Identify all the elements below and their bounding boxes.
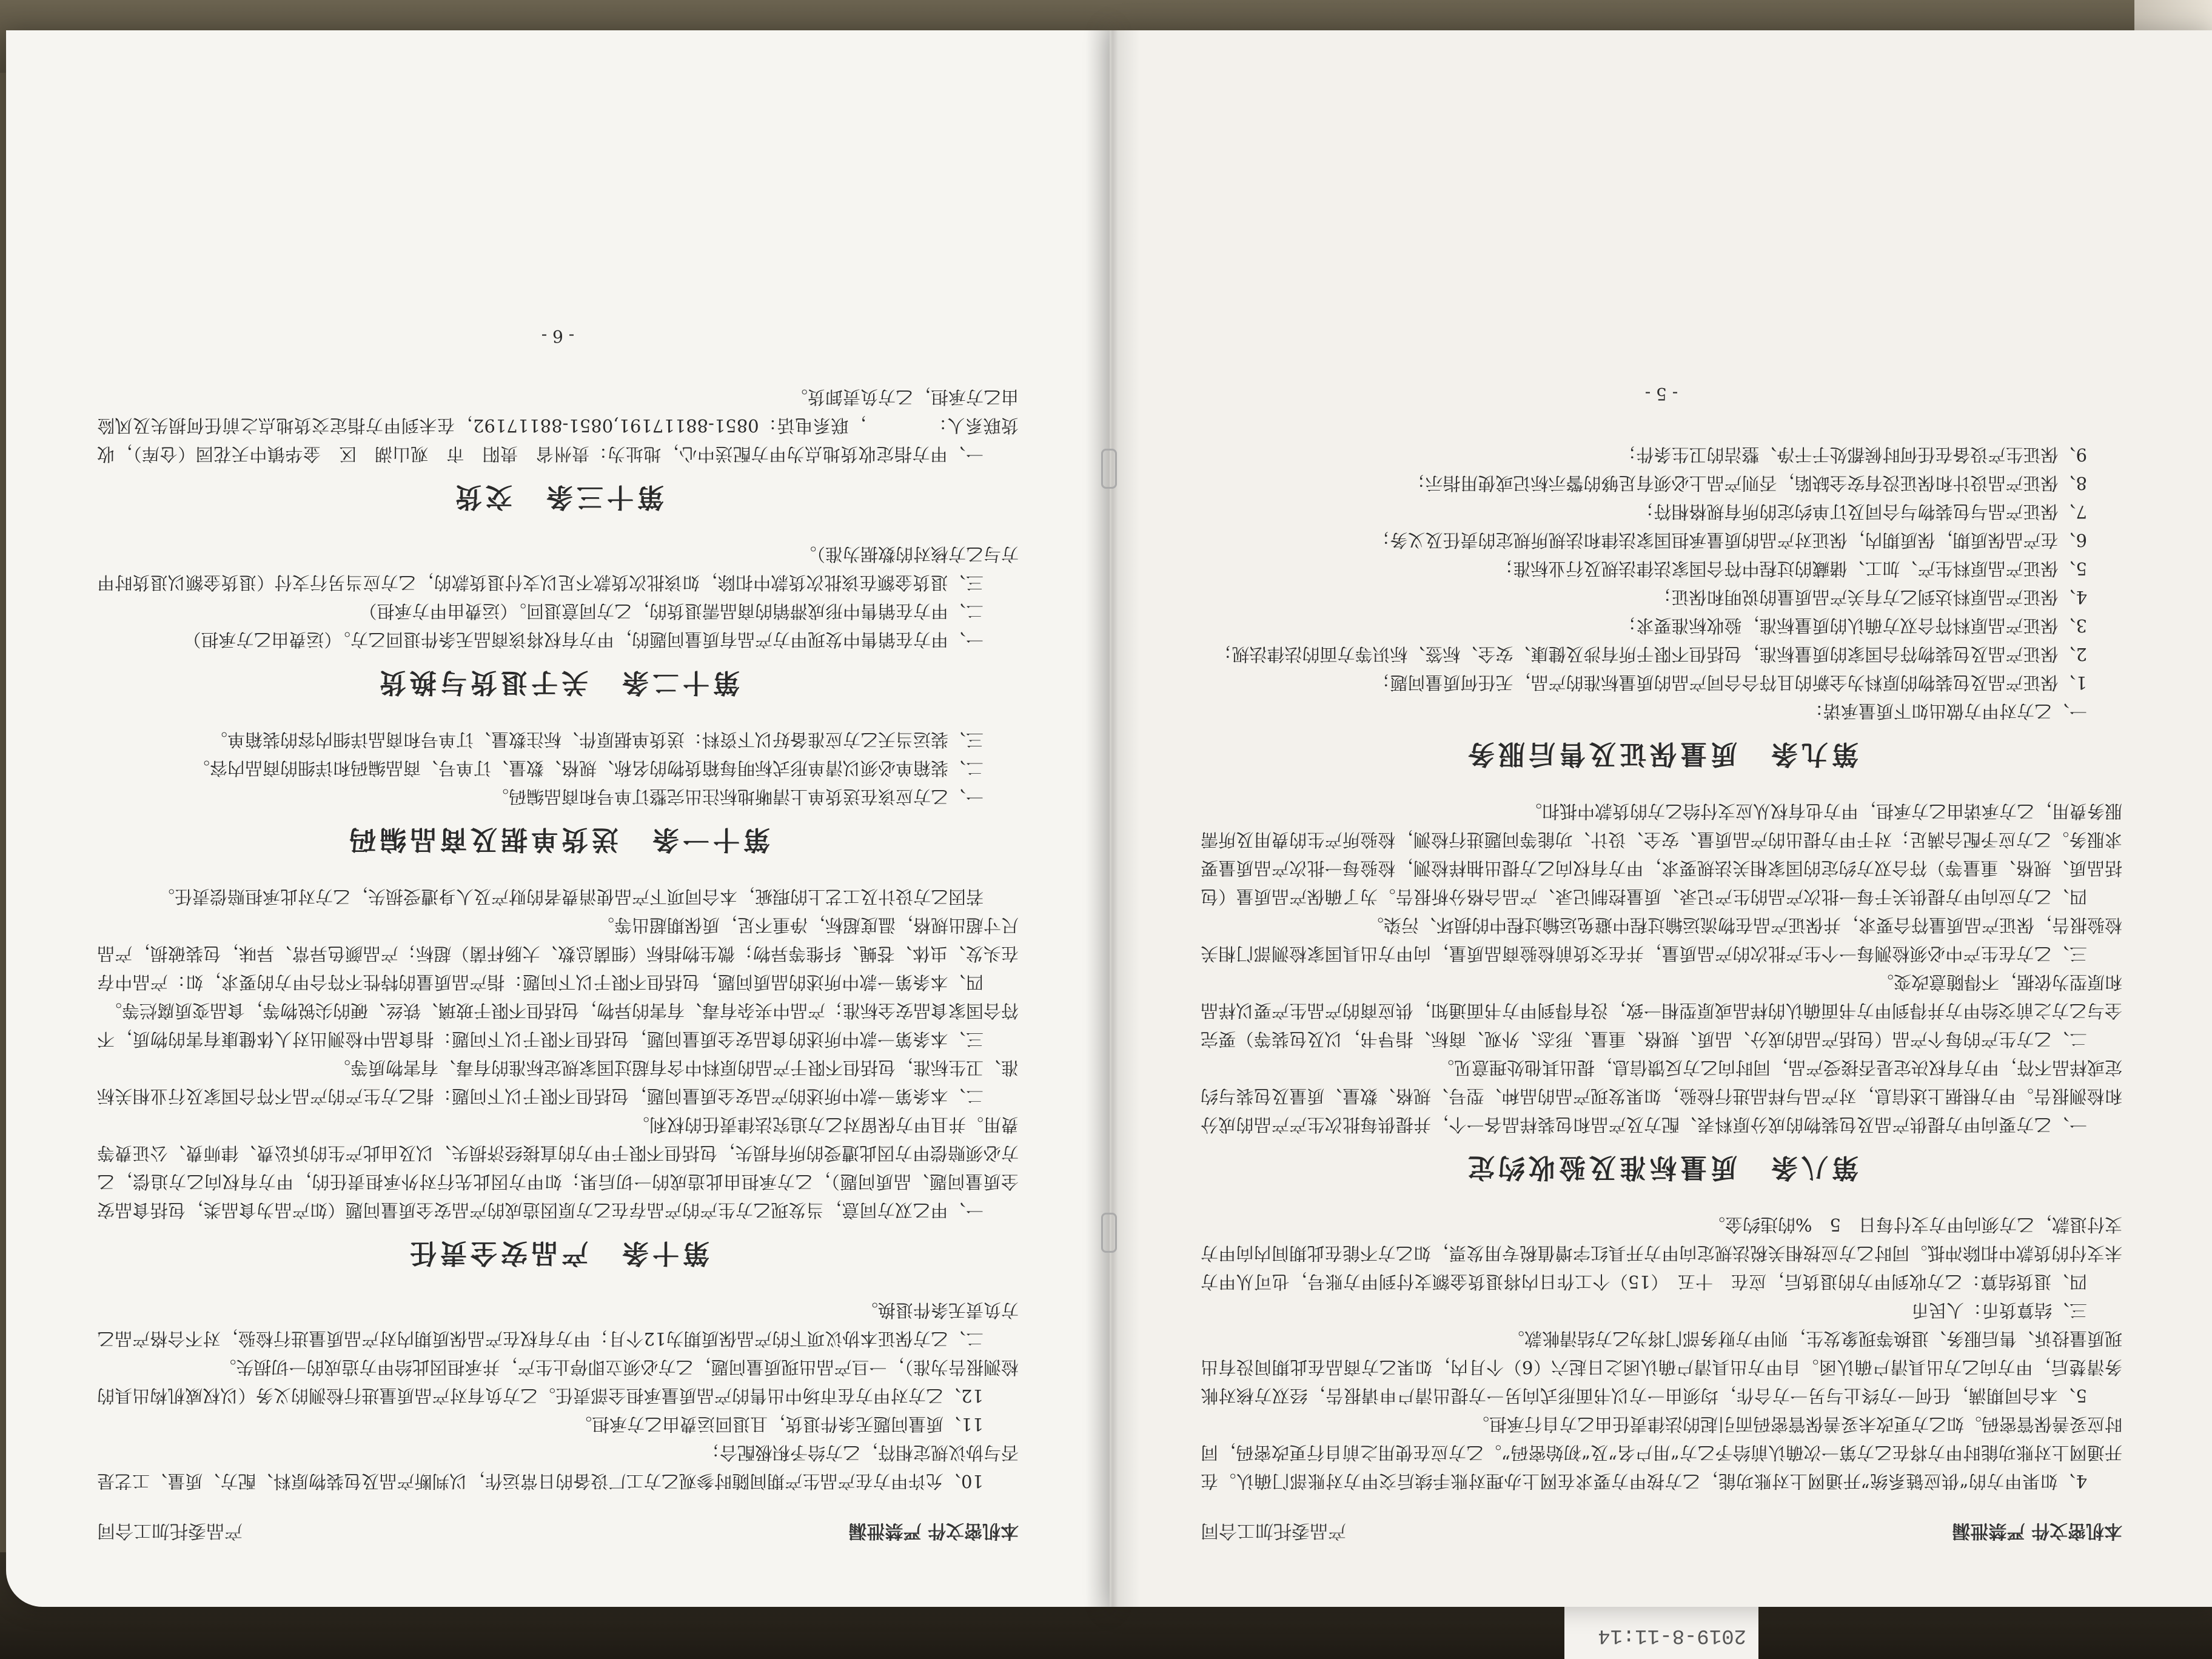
confidential-label: 本机密文件 严禁泄漏 [848,1520,1019,1541]
receipt-text: 2019-8-11:14 [1598,1624,1746,1647]
paragraph: 一、乙方对甲方做出如下质量承诺： [1805,701,2087,722]
right-page [1110,30,2212,1607]
paragraph: 二、乙方生产的每个产品（包括产品的成分、品质、规格、重量、形态、外观、商标、指导书，以及包装等）要完全与乙方之前交给甲方并得到甲方书面确认的样品或原型相一致，没有得到甲方书面通知，供应商的产品生产要以样品和原型为依据，不得随意改变。 [1201,972,2122,1050]
clause-title: 第十三条 交货 [452,481,664,512]
clause-title: 第八条 质量标准及验收约定 [1464,1152,1858,1183]
paragraph: 4、保证产品原料达到乙方有关产品质量的说明和保证； [1654,587,2087,608]
page-number-left: - 6 - [541,326,575,346]
paragraph: 四、本条第一款中所述的品质问题，包括但不限于以下问题：指产品质量的特性不符合甲方的要求，如：产品中存在头发、虫体、苍蝇、纤维等异物；微生物指标（细菌总数、大肠杆菌）超标；产品颜色异常、异味，包装破损，产品尺寸超出规格，温度超标，净重不足，质保期超出等。 [97,915,1019,993]
right-page-body [1201,440,2122,1495]
document-title: 产品委托加工合同 [97,1520,243,1541]
staple-top [1101,449,1117,489]
paragraph: 7、保证产品与包装物与合同及订单约定的所有规格相符； [1636,501,2087,522]
left-page-header [97,1520,1019,1546]
left-page [6,30,1110,1607]
paragraph: 四、退货结算：乙方收到甲方的退货后，应在 十五 （15）个工作日内将退货金额支付到甲方账号，也可从甲方未支付的货款中扣除冲抵。同时乙方应按相关税法规定向甲方开具红字增值税专用发票，如乙方不能在此期间内向甲方支付退款，乙方须向甲方支付每日 5 %的违约金。 [1201,1215,2122,1292]
paragraph: 一、甲方指定收货地点为甲方配送中心，地址为：贵州省 贵阳 市 观山湖 区 金华镇中天花园（仓库），收货联系人： ，联系电话：0851-88117191,0851-88117192，在未到甲方指定交货地点之前任何损失及风险由乙方承担，乙方负责卸货。 [97,387,1019,464]
clause-title: 第十条 产品安全责任 [406,1238,709,1269]
paragraph: 二、本条第一款中所述的产品安全质量问题，包括但不限于以下问题：指乙方生产的产品不符合国家及行业相关标准、卫生标准，包括但不限于产品的原料中含有超过国家规定标准的有毒、有害物质等。 [97,1057,1019,1107]
clause-title: 第九条 质量保证及售后服务 [1464,739,1858,769]
paragraph: 11、质量问题无条件退货，且退回运费由乙方承担。 [574,1414,984,1435]
paragraph: 三、乙方在生产中必须检测每一个生产批次的产品质量，并在交货前检验商品质量，向甲方出具国家检测部门相关检验报告，保证产品质量符合要求，并保证产品在物流运输过程中避免运输过程中的损坏、污染。 [1201,915,2122,964]
paragraph: 一、甲方在销售中发现甲方产品有质量问题的，甲方有权将该商品无条件退回乙方。（运费由乙方承担） [183,629,984,650]
paragraph: 12、乙方对甲方在市场中出售的产品质量承担全部责任。乙方负有对产品质量进行检测的义务（以权威机构出具的检测报告为准），一旦产品出现质量问题，乙方必须立即停止生产，并承担因此给甲方造成的一切损失。 [97,1357,1019,1406]
paragraph: 若因乙方设计及工艺上的瑕疵，本合同项下产品使消费者的财产及人身遭受损失，乙方对此承担赔偿责任。 [156,886,984,907]
document-title: 产品委托加工合同 [1201,1520,1346,1541]
staple-bottom [1101,1213,1117,1253]
left-page-body [97,383,1019,1495]
page-number-right: - 5 - [1644,384,1678,404]
right-page-content [1201,152,2122,1546]
paragraph: 四、乙方应向甲方提供关于每一批次产品的生产记录、质量控制记录、产品合格分析报告。为了确保产品质量（包括品质、规格、重量等）符合双方约定的国家相关法规要求，甲方有权向乙方提出抽样检测，检验每一批次产品质量要求服务。乙方应予配合满足；对于甲方提出的产品质量、安全、设计、功能等问题进行检测，检验所产生的费用及所需服务费用，乙方承诺由乙方承担，甲方也有权从应支付给乙方的货款中抵扣。 [1201,801,2122,907]
right-page-header [1201,1520,2122,1546]
book-spine-shadow [1085,30,1140,1607]
paragraph: 9、保证生产设备在任何时候都处于干净、整洁的卫生条件； [1618,444,2087,465]
paragraph: 二、甲方在销售中形成滞销的商品需退货的，乙方同意退回。（运费由甲方承担） [359,601,984,622]
paragraph: 5、本合同期满，任何一方终止与另一方合作，均须由一方以书面形式向另一方提出清户申请报告，经双方核对帐务清楚后，甲方向乙方出具清户确认函。自甲方出具清户确认函之日起六（6）个月内，如果乙方商品在此期间没有出现质量投诉、售后服务、退换等现象发生，则甲方财务部门将为乙方结清帐款。 [1201,1329,2122,1406]
paragraph: 5、保证产品原料生产、加工、储藏的过程中符合国家法律法规及行业标准； [1495,558,2087,579]
paragraph: 三、装运当天乙方应准备好以下资料：送货单据原件、标注数量、订单号和商品详细内容的装箱单。 [209,729,984,750]
paragraph: 一、乙方应该在送货单上清晰地标注出完整订单号和商品编码。 [491,786,984,807]
paragraph: 4、如果甲方的“供应链系统”开通网上对账功能，乙方按甲方要求在网上办理对账手续后交甲方对账部门确认。在开通网上对账功能时甲方将在乙方第一次确认前给予乙方“用户名”及“初始密码”。乙方应在使用之前自行更改密码，同时应妥善保管密码。如乙方更改未妥善保管密码而引起的法律责任由乙方自行承担。 [1201,1414,2122,1492]
paragraph: 二、乙方保证本协议项下的产品保质期为12个月；甲方有权在产品保质期内对产品质量进行检验，对不合格产品乙方负责无条件退换。 [97,1300,1019,1349]
confidential-label: 本机密文件 严禁泄漏 [1952,1520,2122,1541]
paragraph: 二、装箱单必须以清单形式标明每箱货物的名称、规格、数量、订单号、商品编码和详细的商品内容。 [192,758,984,779]
paragraph: 三、本条第一款中所述的食品安全质量问题，包括但不限于以下问题：指食品中检测出对人体健康有害的物质，不符合国家食品安全标准；产品中夹杂有毒、有害的异物，包括但不限于玻璃、铁丝、硬的尖锐物等，食品变质腐烂等。 [97,1000,1019,1050]
open-booklet [0,30,2212,1607]
paragraph: 10、允许甲方在产品生产期间随时参观乙方工厂设备的日常运作，以判断产品及包装物原料、配方、质量、工艺是否与协议规定相符，乙方给予积极配合； [97,1443,1019,1492]
paragraph: 三、退货金额在该批次货款中扣除，如该批次货款不足以支付退货款的，乙方应当另行支付（退货金额以退货时甲方与乙方核对的数据为准）。 [97,544,1019,593]
paragraph: 一、乙方要向甲方提供产品及包装物的成分原料表、配方及产品和包装样品各一个，并提供每批次生产产品的成分和检测报告。甲方根据上述信息，对产品与样品进行检验，如果发现产品的品种、型号、规格、数量、质量及包装与约定或样品不符，甲方有权决定是否接受产品，同时向乙方反馈信息，提出其他处理意见。 [1201,1057,2122,1135]
paragraph: 1、保证产品及包装物的原料为全新的且符合合同产品的质量标准的产品，无任何质量问题； [1372,672,2087,693]
clause-title: 第十二条 关于退货与换货 [376,667,740,698]
paragraph: 6、在产品保质期，保质期内，保证对产品的质量承担国家法律和法规所规定的责任及义务； [1372,530,2087,551]
clause-title: 第十一条 送货单据及商品编码 [346,824,770,855]
paragraph: 一、甲乙双方同意，当发现乙方生产的产品存在乙方原因造成的产品安全质量问题（如产品为食品类，包括食品安全质量问题、品质问题），乙方承担由此造成的一切后果；如甲方因此先行对外承担责任的，甲方有权向乙方追偿，乙方必须赔偿甲方因此遭受的所有损失，包括但不限于甲方的直接经济损失、以及由此产生的诉讼费、律师费、公证费等费用。并且甲方保留对乙方追究法律责任的权利。 [97,1114,1019,1221]
paragraph: 三、结算货币：人民币 [1911,1300,2087,1321]
left-page-content [97,152,1019,1546]
paragraph: 8、保证产品设计和保证没有安全缺陷，否则产品上必须有足够的警示标记或使用指示； [1407,473,2087,494]
paragraph: 2、保证产品及包装物符合国家的质量标准，包括但不限于所有涉及健康、安全、标签、标识等方面的法律法规； [1214,644,2087,665]
paragraph: 3、保证产品原料符合双方确认的质量标准，验收标准要求； [1618,615,2087,636]
